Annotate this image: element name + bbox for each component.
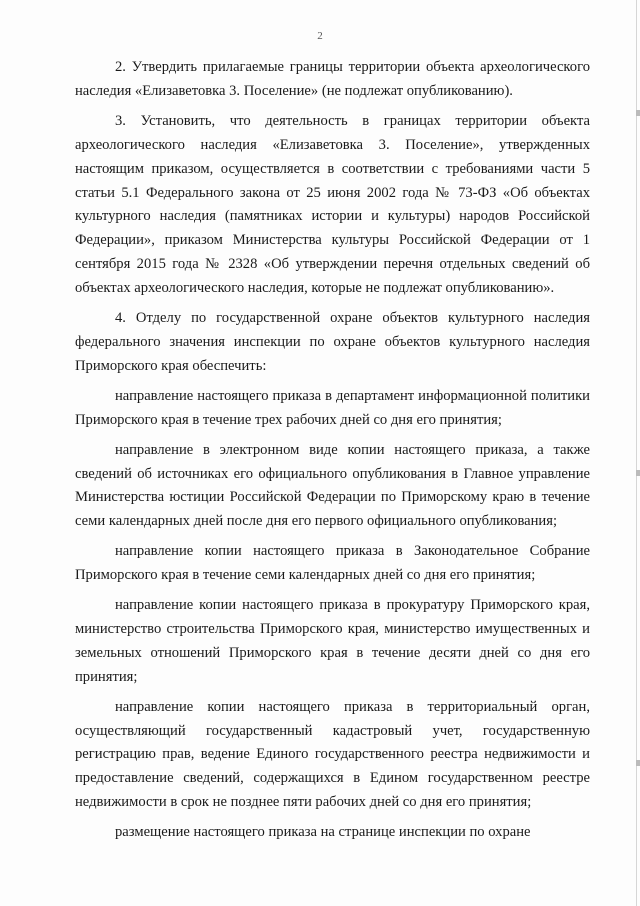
page-number: 2 — [317, 30, 323, 42]
list-item-legislative-assembly: направление копии настоящего приказа в Законодательное Собрание Приморского края в течение семи календарных дней со дня его принятия; — [75, 543, 590, 584]
document-body — [75, 56, 590, 851]
paragraph-2-approve-boundaries: 2. Утвердить прилагаемые границы территории объекта археологического наследия «Елизаветовка 3. Поселение» (не подлежат опубликованию). — [75, 59, 590, 99]
list-item-cadastral-body: направление копии настоящего приказа в территориальный орган, осуществляющий государственный кадастровый учет, государственную регистрацию прав, ведение Единого государственного реестра недвижимости и предоставление сведений, содержащихся в Едином государственном реестре недвижимости в срок не позднее пяти рабочих дней со дня его принятия; — [75, 698, 590, 811]
scan-edge-line — [636, 0, 637, 906]
list-item-ministry-justice: направление в электронном виде копии настоящего приказа, а также сведений об источниках его официального опубликования в Главное управление Министерства юстиции Российской Федерации по Приморскому краю в течение семи календарных дней после дня его первого официального опубликования; — [75, 441, 590, 530]
scan-edge-mark — [636, 470, 640, 476]
list-item-placement-page: размещение настоящего приказа на странице инспекции по охране — [115, 824, 531, 841]
paragraph-3-establish-activity: 3. Установить, что деятельность в границах территории объекта археологического наследия «Елизаветовка 3. Поселение», утвержденных настоящим приказом, осуществляется в соответствии с требованиями части 5 статьи 5.1 Федерального закона от 25 июня 2002 года № 73-ФЗ «Об объектах культурного наследия (памятниках истории и культуры) народов Российской Федерации», приказом Министерства культуры Российской Федерации от 1 сентября 2015 года № 2328 «Об утверждении перечня отдельных сведений об объектах археологического наследия, которые не подлежат опубликованию». — [75, 112, 590, 297]
list-item-prosecutor: направление копии настоящего приказа в прокуратуру Приморского края, министерство строительства Приморского края, министерство имущественных и земельных отношений Приморского края в течение десяти дней со дня его принятия; — [75, 597, 590, 685]
list-item-info-policy: направление настоящего приказа в департамент информационной политики Приморского края в течение трех рабочих дней со дня его принятия; — [75, 387, 590, 428]
paragraph-4-department-ensure: 4. Отделу по государственной охране объектов культурного наследия федерального значения инспекции по охране объектов культурного наследия Приморского края обеспечить: — [75, 310, 590, 374]
scan-edge-mark — [636, 110, 640, 116]
scan-edge-mark — [636, 760, 640, 766]
